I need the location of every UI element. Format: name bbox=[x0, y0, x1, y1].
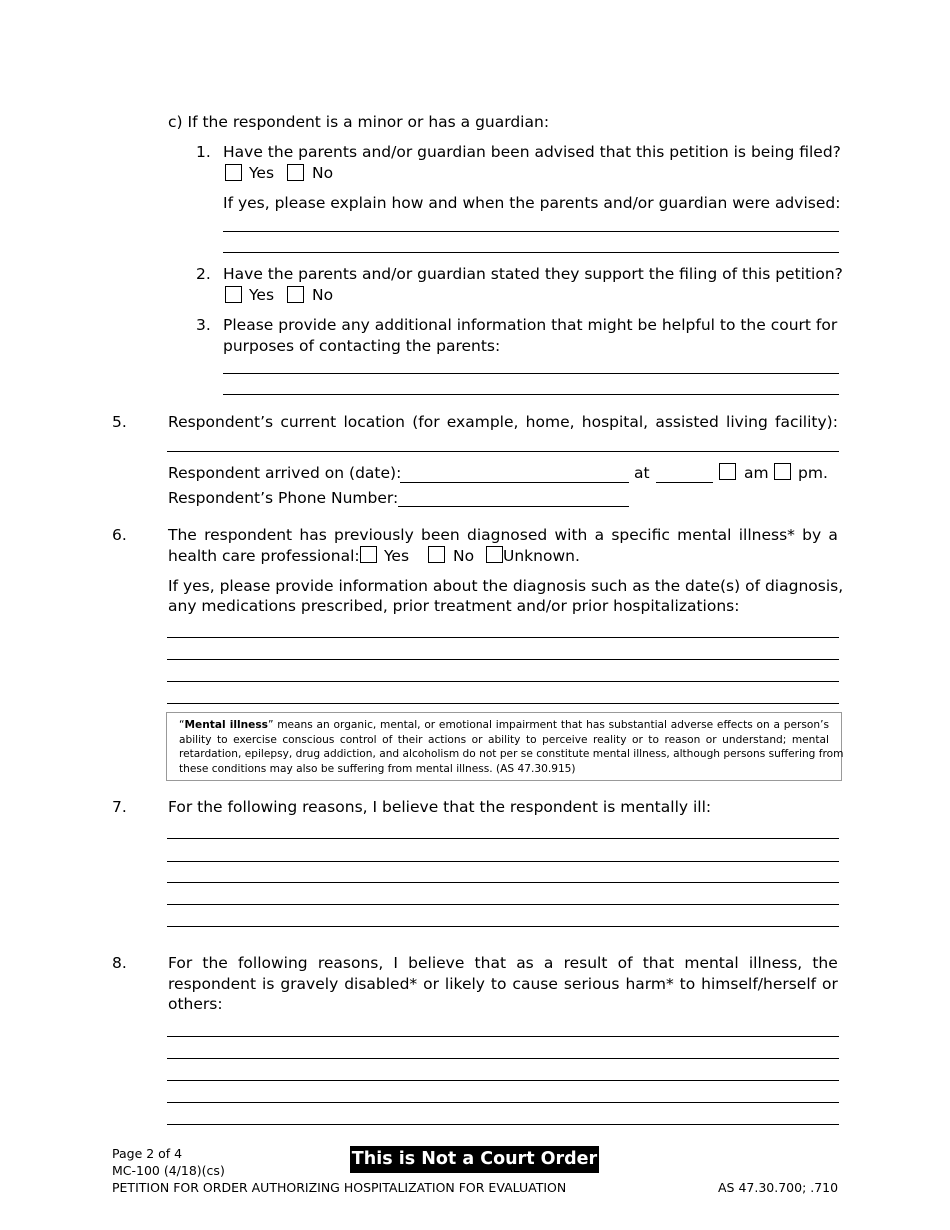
q1-no-label: No bbox=[312, 164, 334, 182]
item8-word: serious bbox=[563, 975, 620, 993]
diag-no-checkbox[interactable] bbox=[428, 546, 445, 563]
reasons-answer-line[interactable] bbox=[167, 882, 839, 883]
item8-word: likely bbox=[444, 975, 485, 993]
item6-line1 bbox=[168, 526, 838, 544]
item8-number: 8. bbox=[112, 954, 127, 972]
q3-number: 3. bbox=[196, 316, 211, 334]
definition-line: these conditions may also be suffering from mental illness. (AS 47.30.915) bbox=[179, 762, 576, 775]
item8-line2 bbox=[168, 975, 838, 993]
item6-explain-line2: any medications prescribed, prior treatment and/or prior hospitalizations: bbox=[168, 597, 740, 615]
item8-word: to bbox=[679, 975, 696, 993]
item6-word: illness* bbox=[738, 526, 795, 544]
item8-word: as bbox=[516, 954, 534, 972]
q3-answer-line[interactable] bbox=[223, 394, 839, 395]
item5-word: location bbox=[343, 413, 405, 431]
phone-label: Respondent’s Phone Number: bbox=[168, 489, 399, 507]
am-label: am bbox=[744, 464, 769, 482]
item6-word: has bbox=[299, 526, 327, 544]
item8-word: that bbox=[474, 954, 507, 972]
item8-word: is bbox=[262, 975, 275, 993]
definition-term: Mental illness bbox=[184, 719, 268, 731]
definition-line bbox=[179, 718, 829, 733]
form-code: MC-100 (4/18)(cs) bbox=[112, 1163, 225, 1178]
q2-no-checkbox[interactable] bbox=[287, 286, 304, 303]
item8-word: or bbox=[423, 975, 439, 993]
arrived-date-field[interactable] bbox=[400, 482, 629, 483]
item8-word: disabled* bbox=[344, 975, 418, 993]
location-answer-line[interactable] bbox=[167, 451, 839, 452]
diag-unknown-label: Unknown. bbox=[503, 547, 580, 565]
definition-text: ” means an organic, mental, or emotional impairment that has substantial adverse effects on a person’s bbox=[267, 719, 829, 731]
q1-answer-line[interactable] bbox=[223, 231, 839, 232]
diagnosis-answer-line[interactable] bbox=[167, 681, 839, 682]
item6-word: respondent bbox=[204, 526, 293, 544]
arrived-time-field[interactable] bbox=[656, 482, 713, 483]
item8-word: or bbox=[822, 975, 838, 993]
item7-text: For the following reasons, I believe that the respondent is mentally ill: bbox=[168, 798, 712, 816]
q1-answer-line[interactable] bbox=[223, 252, 839, 253]
q1-number: 1. bbox=[196, 143, 211, 161]
item6-word: a bbox=[594, 526, 605, 544]
item5-word: Respondent’s bbox=[168, 413, 274, 431]
item8-word: mental bbox=[684, 954, 739, 972]
item5-word: assisted bbox=[655, 413, 719, 431]
item6-word: with bbox=[554, 526, 588, 544]
item5-number: 5. bbox=[112, 413, 127, 431]
item6-word: mental bbox=[677, 526, 732, 544]
item8-word: himself/herself bbox=[701, 975, 817, 993]
item8-word: the bbox=[812, 954, 838, 972]
statute-reference: AS 47.30.700; .710 bbox=[718, 1180, 839, 1195]
item8-line1 bbox=[168, 954, 838, 972]
reasons-answer-line[interactable] bbox=[167, 904, 839, 905]
item5-word: facility): bbox=[775, 413, 838, 431]
q2-yes-checkbox[interactable] bbox=[225, 286, 242, 303]
item8-word: I bbox=[393, 954, 398, 972]
item8-word: that bbox=[642, 954, 675, 972]
pm-label: pm. bbox=[798, 464, 828, 482]
item7-number: 7. bbox=[112, 798, 127, 816]
diag-yes-label: Yes bbox=[384, 547, 410, 565]
item6-word: specific bbox=[611, 526, 670, 544]
q3-text-line2: purposes of contacting the parents: bbox=[223, 337, 501, 355]
definition-line: retardation, epilepsy, drug addiction, and alcoholism do not per se constitute mental illness, although persons suffering from bbox=[179, 748, 844, 760]
page-number: Page 2 of 4 bbox=[112, 1146, 183, 1161]
item5-word: current bbox=[280, 413, 337, 431]
harm-answer-line[interactable] bbox=[167, 1124, 839, 1125]
item8-word: of bbox=[617, 954, 633, 972]
q1-yes-checkbox[interactable] bbox=[225, 164, 242, 181]
item8-word: reasons, bbox=[317, 954, 384, 972]
item5-word: example, bbox=[446, 413, 519, 431]
item6-word: by bbox=[802, 526, 822, 544]
item6-word: previously bbox=[334, 526, 414, 544]
q1-text: Have the parents and/or guardian been advised that this petition is being filed? bbox=[223, 143, 841, 161]
diag-no-label: No bbox=[453, 547, 475, 565]
item8-word: respondent bbox=[168, 975, 257, 993]
item8-word: a bbox=[543, 954, 554, 972]
item6-word: been bbox=[421, 526, 460, 544]
item8-word: result bbox=[563, 954, 608, 972]
item8-word: the bbox=[202, 954, 228, 972]
q2-yes-label: Yes bbox=[249, 286, 275, 304]
not-court-order-banner: This is Not a Court Order bbox=[350, 1146, 599, 1173]
harm-answer-line[interactable] bbox=[167, 1102, 839, 1103]
reasons-answer-line[interactable] bbox=[167, 861, 839, 862]
reasons-answer-line[interactable] bbox=[167, 838, 839, 839]
reasons-answer-line[interactable] bbox=[167, 926, 839, 927]
item6-number: 6. bbox=[112, 526, 127, 544]
item6-line2-prefix: health care professional: bbox=[168, 547, 360, 565]
pm-checkbox[interactable] bbox=[774, 463, 791, 480]
item6-explain-line1: If yes, please provide information about the diagnosis such as the date(s) of diagnosis, bbox=[168, 577, 844, 595]
q2-number: 2. bbox=[196, 265, 211, 283]
item5-word: hospital, bbox=[581, 413, 649, 431]
item8-word: gravely bbox=[280, 975, 339, 993]
diagnosis-answer-line[interactable] bbox=[167, 659, 839, 660]
q1-yes-label: Yes bbox=[249, 164, 275, 182]
item8-word: believe bbox=[408, 954, 465, 972]
item5-word: (for bbox=[412, 413, 440, 431]
q3-answer-line[interactable] bbox=[223, 373, 839, 374]
open-quote: “ bbox=[179, 719, 185, 731]
diag-yes-checkbox[interactable] bbox=[360, 546, 377, 563]
q1-explain-prompt: If yes, please explain how and when the parents and/or guardian were advised: bbox=[223, 194, 841, 212]
diag-unknown-checkbox[interactable] bbox=[486, 546, 503, 563]
section-c-heading: c) If the respondent is a minor or has a guardian: bbox=[168, 113, 550, 131]
item8-word: cause bbox=[512, 975, 558, 993]
q2-text: Have the parents and/or guardian stated they support the filing of this petition? bbox=[223, 265, 843, 283]
arrived-label: Respondent arrived on (date): bbox=[168, 464, 402, 482]
item6-word: The bbox=[168, 526, 197, 544]
item8-word: following bbox=[237, 954, 308, 972]
definition-line: ability to exercise conscious control of their actions or ability to perceive reality or to reason or understand; mental bbox=[179, 733, 829, 746]
mental-illness-definition-box bbox=[166, 712, 842, 781]
diagnosis-answer-line[interactable] bbox=[167, 703, 839, 704]
item5-prompt bbox=[168, 413, 838, 431]
at-label: at bbox=[634, 464, 650, 482]
diagnosis-answer-line[interactable] bbox=[167, 637, 839, 638]
item8-word: to bbox=[490, 975, 507, 993]
harm-answer-line[interactable] bbox=[167, 1036, 839, 1037]
item6-word: diagnosed bbox=[466, 526, 548, 544]
item8-word: illness, bbox=[748, 954, 803, 972]
item5-word: home, bbox=[525, 413, 575, 431]
q1-no-checkbox[interactable] bbox=[287, 164, 304, 181]
item8-word: harm* bbox=[625, 975, 674, 993]
item6-word: a bbox=[828, 526, 838, 544]
phone-field[interactable] bbox=[398, 506, 629, 507]
form-title: PETITION FOR ORDER AUTHORIZING HOSPITALIZATION FOR EVALUATION bbox=[112, 1180, 567, 1195]
item5-word: living bbox=[726, 413, 768, 431]
q2-no-label: No bbox=[312, 286, 334, 304]
am-checkbox[interactable] bbox=[719, 463, 736, 480]
q3-text-line1: Please provide any additional information that might be helpful to the court for bbox=[223, 316, 838, 334]
harm-answer-line[interactable] bbox=[167, 1080, 839, 1081]
item8-line3: others: bbox=[168, 995, 223, 1013]
harm-answer-line[interactable] bbox=[167, 1058, 839, 1059]
item8-word: For bbox=[168, 954, 193, 972]
